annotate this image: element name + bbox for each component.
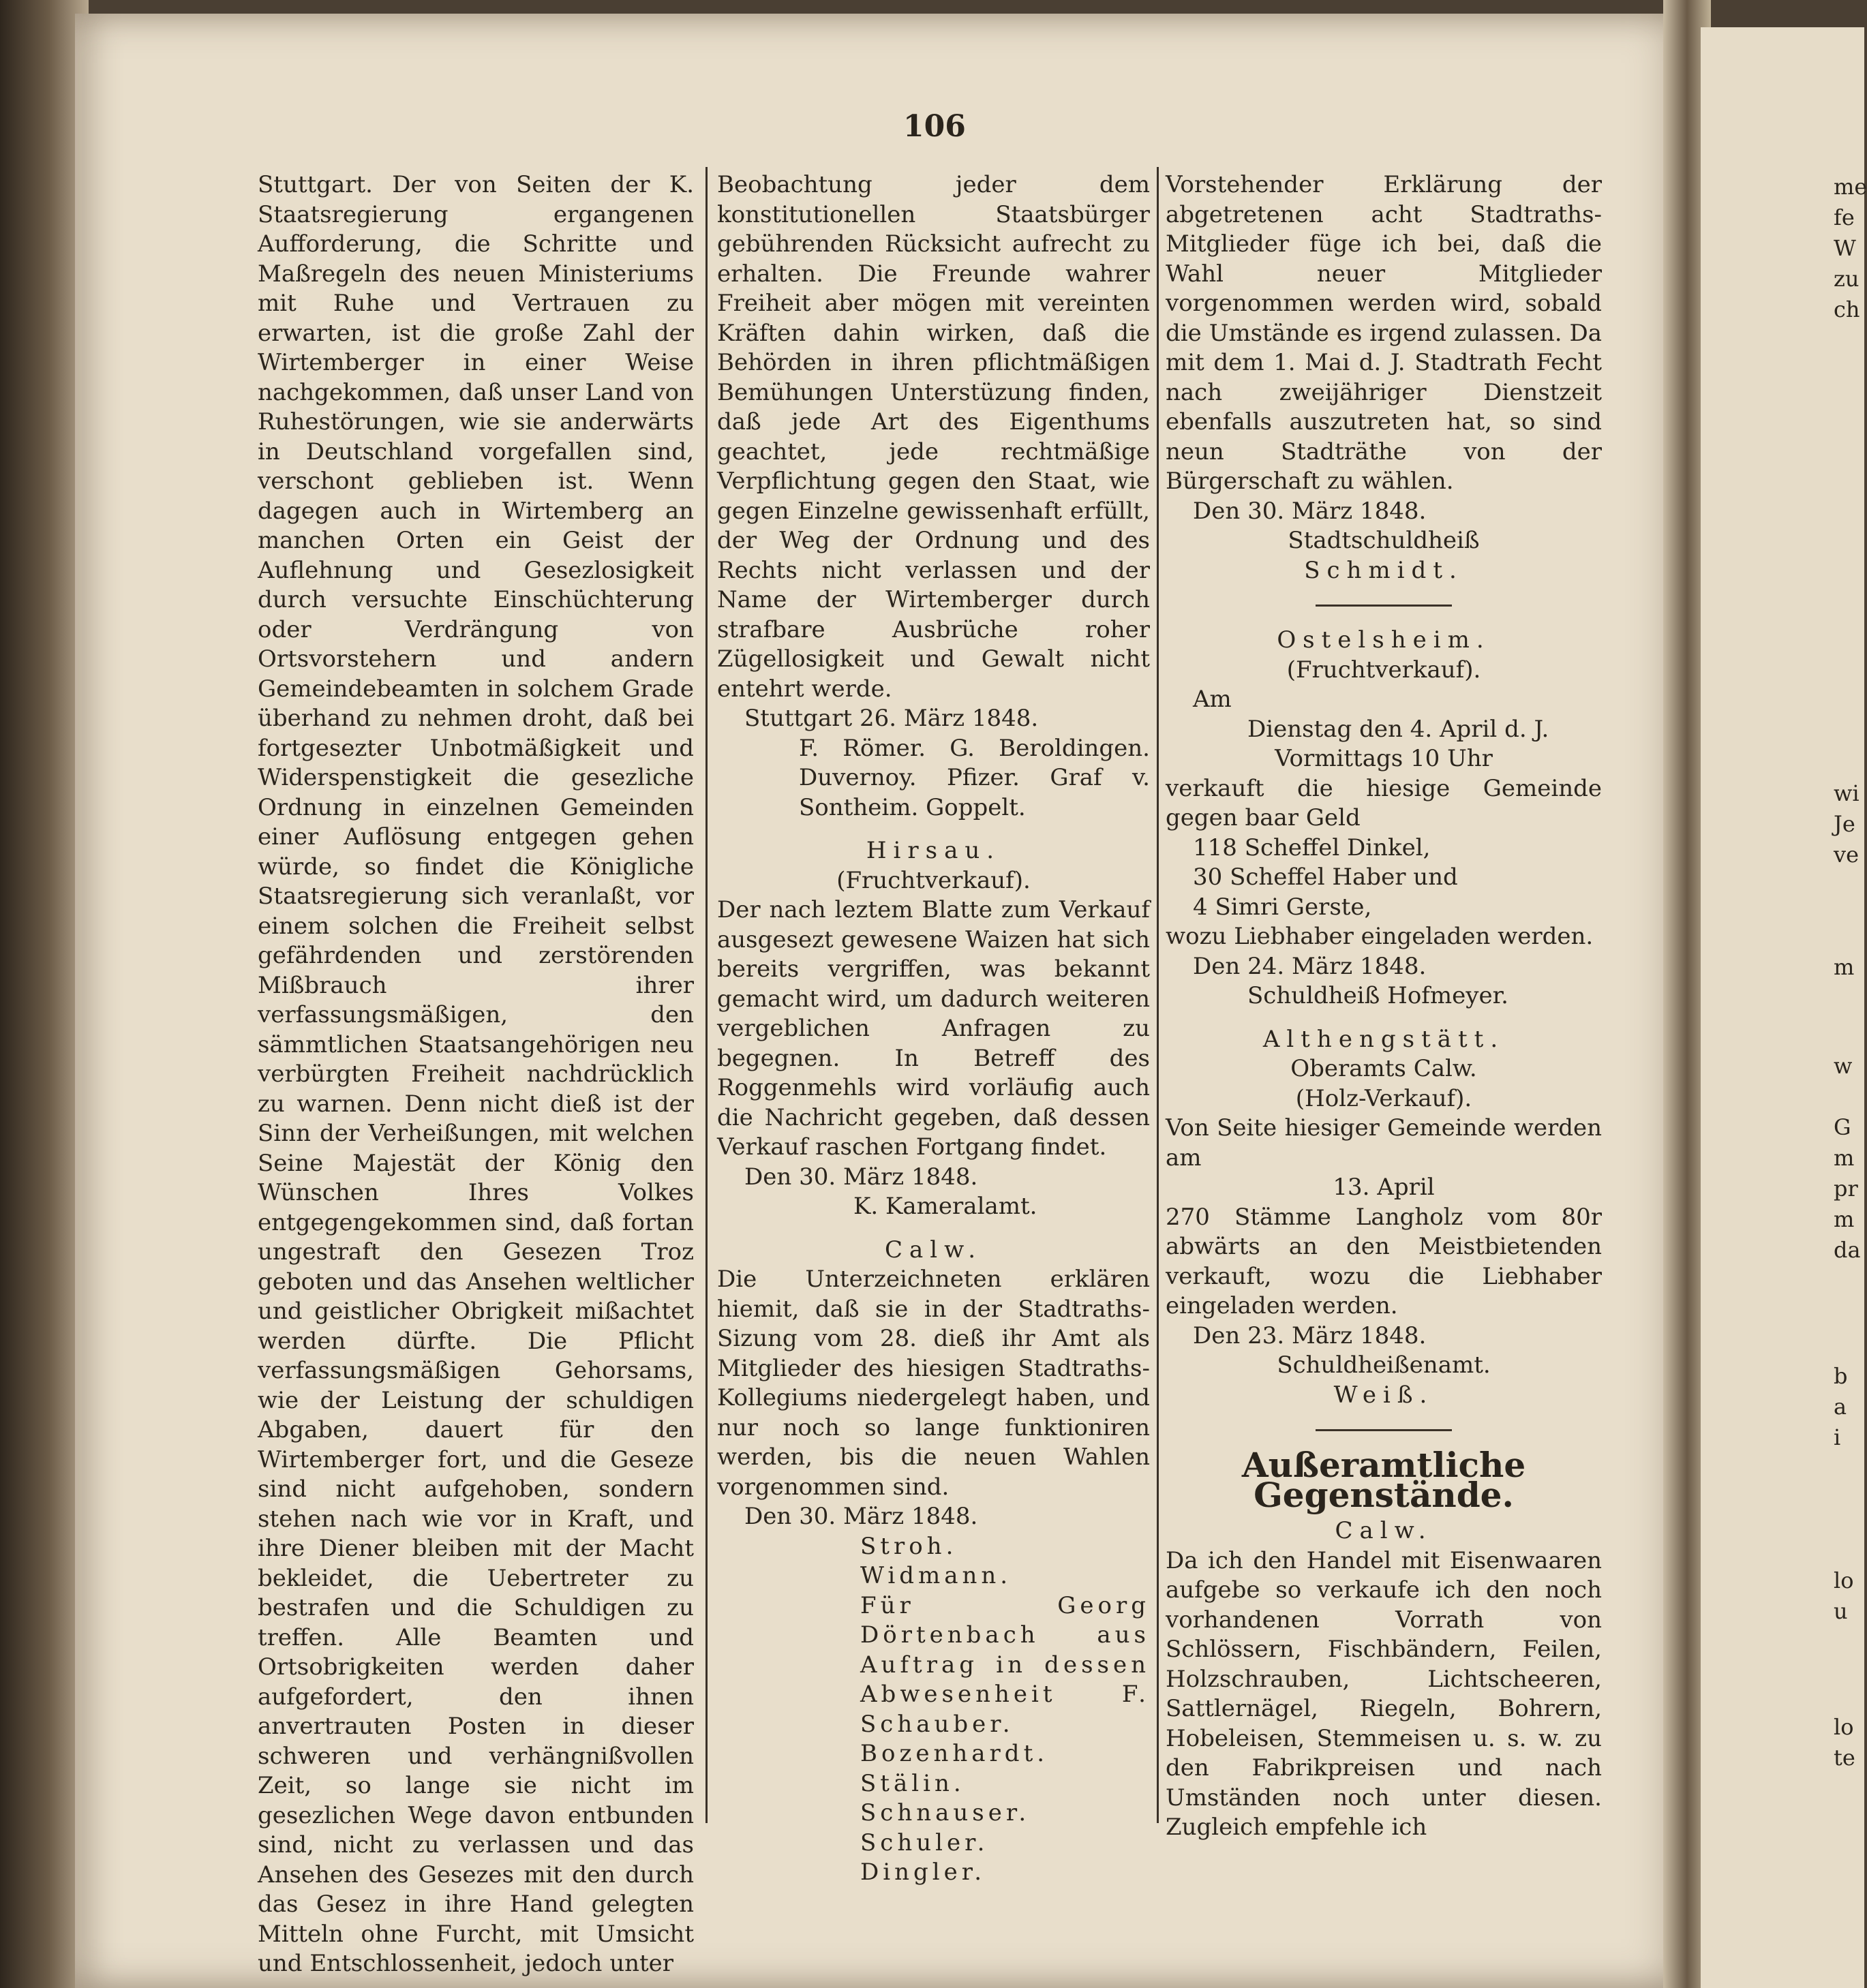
place-hirsau: Hirsau. [866,837,1001,864]
divider [1316,605,1452,607]
next-page-fragment: b [1834,1363,1848,1389]
next-page-fragment: lo [1834,1714,1854,1740]
next-page-fragment: w [1834,1053,1853,1079]
next-page-fragment: i [1834,1424,1841,1450]
time-ostelsheim: Vormittags 10 Uhr [1275,745,1493,772]
list-item: Für Georg Dörtenbach aus Auftrag in dessen Abwesenheit F. Schauber. [860,1591,1150,1738]
advert-eisenwaaren: Da ich den Handel mit Eisenwaaren aufgebe so verkaufe ich den noch vorhandenen Vorrath von Schlössern, Fischbändern, Feilen, Holzschrauben, Lichtscheeren, Sattlernägel, Riegeln, Bohrern, Hobeleisen, Stemmeisen u. s. w. zu den Fabrikpreisen und nach Umständen noch unter diesen. Zugleich empfehle ich [1166,1546,1602,1841]
office-stadtschuldheiss: Stadtschuldheiß [1288,527,1480,554]
next-page-fragment: W [1834,235,1856,261]
next-page-fragment: te [1834,1745,1855,1771]
next-page-fragment: a [1834,1394,1847,1420]
place-althengstaett: Althengstätt. [1262,1025,1505,1053]
notice-ostelsheim: verkauft die hiesige Gemeinde gegen baar Geld [1166,774,1602,831]
next-page-fragment: u [1834,1598,1848,1624]
next-page-fragment: G [1834,1114,1851,1140]
next-page-fragment: Je [1834,811,1855,837]
date-ostelsheim: Den 24. März 1848. [1193,952,1427,980]
signatories-ministers: F. Römer. G. Beroldingen. Duvernoy. Pfizer. Graf v. Sontheim. Goppelt. [799,734,1150,821]
office-schuldheissenamt: Schuldheißenamt. [1277,1351,1491,1379]
page-number: 106 [903,109,966,144]
next-page-fragment: da [1834,1237,1861,1263]
office-hofmeyer: Schuldheiß Hofmeyer. [1247,982,1508,1009]
column-rule-2 [1157,167,1159,1823]
subtitle-ostelsheim: (Fruchtverkauf). [1286,656,1481,684]
notice-stadtschuldheiss: Vorstehender Erklärung der abgetretenen acht Stadtraths-Mitglieder füge ich bei, daß die Wahl neuer Mitglieder vorgenommen werden wird, sobald die Umstände es irgend zulassen. Da mit dem 1. Mai d. J. Stadtrath Fecht nach zweijähriger Dienstzeit ebenfalls auszutreten hat, so sind neun Stadträthe von der Bürgerschaft zu wählen. [1166,171,1602,495]
next-page-fragment: wi [1834,780,1860,806]
office-kameralamt: K. Kameralamt. [853,1193,1037,1220]
next-page-fragment: m [1834,954,1855,980]
place-calw-2: Calw. [1335,1517,1433,1544]
day-althengstaett: 13. April [1333,1174,1435,1201]
list-item: 30 Scheffel Haber und [1193,863,1458,891]
notice-hirsau: Der nach leztem Blatte zum Verkauf ausgesezt gewesene Waizen hat sich bereits vergriffen, was bekannt gemacht wird, um dadurch weiteren vergeblichen Anfragen zu begegnen. In Betreff des Roggenmehls wird vorläufig auch die Nachricht gegeben, daß dessen Verkauf raschen Fortgang findet. [717,896,1150,1161]
am-label: Am [1193,686,1232,713]
name-weiss: Weiß. [1333,1381,1434,1409]
notice-althengstaett-body: 270 Stämme Langholz vom 80r abwärts an den Meistbietenden verkauft, wozu die Liebhaber eingeladen werden. [1166,1203,1602,1319]
list-item: Dingler. [860,1859,986,1886]
next-page-fragment: m [1834,1206,1855,1232]
column-rule-1 [705,167,708,1823]
date-althengstaett: Den 23. März 1848. [1193,1321,1427,1349]
article-stuttgart: Stuttgart. Der von Seiten der K. Staatsregierung ergangenen Aufforderung, die Schritte und Maßregeln des neuen Ministeriums mit Ruhe und Vertrauen zu erwarten, ist die große Zahl der Wirtemberger in einer Weise nachgekommen, daß unser Land von Ruhestörungen, wie sie anderwärts in Deutschland vorgefallen sind, verschont geblieben ist. Wenn dagegen auch in Wirtemberg an manchen Orten ein Geist der Auflehnung und Gesezlosigkeit durch versuchte Einschüchterung oder Verdrängung von Ortsvorstehern und andern Gemeindebeamten in solchem Grade überhand zu nehmen droht, daß bei fortgesezter Unbotmäßigkeit und Widerspenstigkeit die gesezliche Ordnung in einzelnen Gemeinden einer Auflösung entgegen gehen würde, so findet die Königliche Staatsregierung sich veranlaßt, vor einem solchen die Freiheit selbst gefährdenden und zerstörenden Mißbrauch ihrer verfassungsmäßigen, den sämmtlichen Staatsangehörigen neu verbürgten Freiheit nachdrücklich zu warnen. Denn nicht dieß ist der Sinn der Verheißungen, mit welchen Seine Majestät der König den Wünschen Ihres Volkes entgegengekommen sind, daß fortan ungestraft den Gesezen Troz geboten und das Ansehen weltlicher und geistlicher Obrigkeit mißachtet werden dürfte. Die Pflicht verfassungsmäßigen Gehorsams, wie der Leistung der schuldigen Abgaben, dauert für den Wirtemberger fort, und die Geseze sind nicht aufgehoben, sondern stehen nach wie vor in Kraft, und ihre Diener bleiben mit der Macht bekleidet, die Uebertreter zu bestrafen und die Schuldigen zu treffen. Alle Beamten und Ortsobrigkeiten werden daher aufgefordert, den ihnen anvertrauten Posten in dieser schweren und verhängnißvollen Zeit, so lange sie nicht im gesezlichen Wege davon entbunden sind, nicht zu verlassen und das Ansehen des Gesezes mit den durch das Gesez in ihre Hand gelegten Mitteln ohne Furcht, mit Umsicht und Entschlossenheit, jedoch unter [258,171,694,1977]
list-item: Bozenhardt. [860,1740,1049,1767]
signatories-list [717,1532,1150,1888]
list-item: Widmann. [860,1562,1012,1589]
list-item: 4 Simri Gerste, [1193,893,1372,921]
column-1 [258,170,694,1979]
place-calw: Calw. [884,1236,983,1264]
notice-ostelsheim-end: wozu Liebhaber eingeladen werden. [1166,923,1594,950]
place-ostelsheim: Ostelsheim. [1277,626,1491,654]
next-page-fragment: zu [1834,266,1860,292]
subtitle-oberamt: Oberamts Calw. [1290,1055,1477,1082]
next-page-fragment: lo [1834,1568,1854,1593]
next-page-fragment: me [1834,174,1867,200]
list-item: Stroh. [860,1532,958,1560]
next-page-fragment: pr [1834,1176,1858,1202]
list-item: Stälin. [860,1769,965,1797]
name-schmidt: Schmidt. [1304,556,1463,584]
article-continuation: Beobachtung jeder dem konstitutionellen Staatsbürger gebührenden Rücksicht aufrecht zu erhalten. Die Freunde wahrer Freiheit aber mögen mit vereinten Kräften dahin wirken, daß die Behörden in ihren pflichtmäßigen Bemühungen Unterstüzung finden, daß jede Art des Eigenthums geachtet, jede rechtmäßige Verpflichtung gegen den Staat, wie gegen Einzelne gewissenhaft erfüllt, der Weg der Ordnung und des Rechts nicht verlassen und der Name der Wirtemberger durch strafbare Ausbrüche roher Zügellosigkeit und Gewalt nicht entehrt werde. [717,171,1150,703]
subtitle-hirsau: (Fruchtverkauf). [836,866,1031,894]
day-ostelsheim: Dienstag den 4. April d. J. [1247,715,1549,743]
list-item: 118 Scheffel Dinkel, [1193,834,1431,861]
dateline-stuttgart: Stuttgart 26. März 1848. [744,705,1039,732]
date-calw: Den 30. März 1848. [744,1503,978,1530]
date-hirsau: Den 30. März 1848. [744,1163,978,1191]
section-headline: Außeramtliche Gegenstände. [1241,1445,1526,1515]
list-item: Schnauser. [860,1799,1031,1826]
next-page-fragment: m [1834,1145,1855,1171]
divider [1316,1429,1452,1431]
subtitle-holzverkauf: (Holz-Verkauf). [1295,1084,1472,1112]
notice-althengstaett: Von Seite hiesiger Gemeinde werden am [1166,1114,1602,1172]
list-item: Schuler. [860,1829,989,1856]
next-page-fragment: ch [1834,296,1860,322]
column-3 [1166,170,1602,1843]
next-page-fragment: fe [1834,204,1855,230]
date-stadtschuldheiss: Den 30. März 1848. [1193,497,1427,525]
column-2 [717,170,1150,1888]
next-page-fragment: ve [1834,842,1860,868]
notice-calw-stadtrath: Die Unterzeichneten erklären hiemit, daß sie in der Stadtraths-Sizung vom 28. dieß ihr Amt als Mitglieder des hiesigen Stadtraths-Kollegiums niedergelegt haben, und nur noch so lange funktioniren werden, bis die neuen Wahlen vorgenommen sind. [717,1266,1150,1501]
